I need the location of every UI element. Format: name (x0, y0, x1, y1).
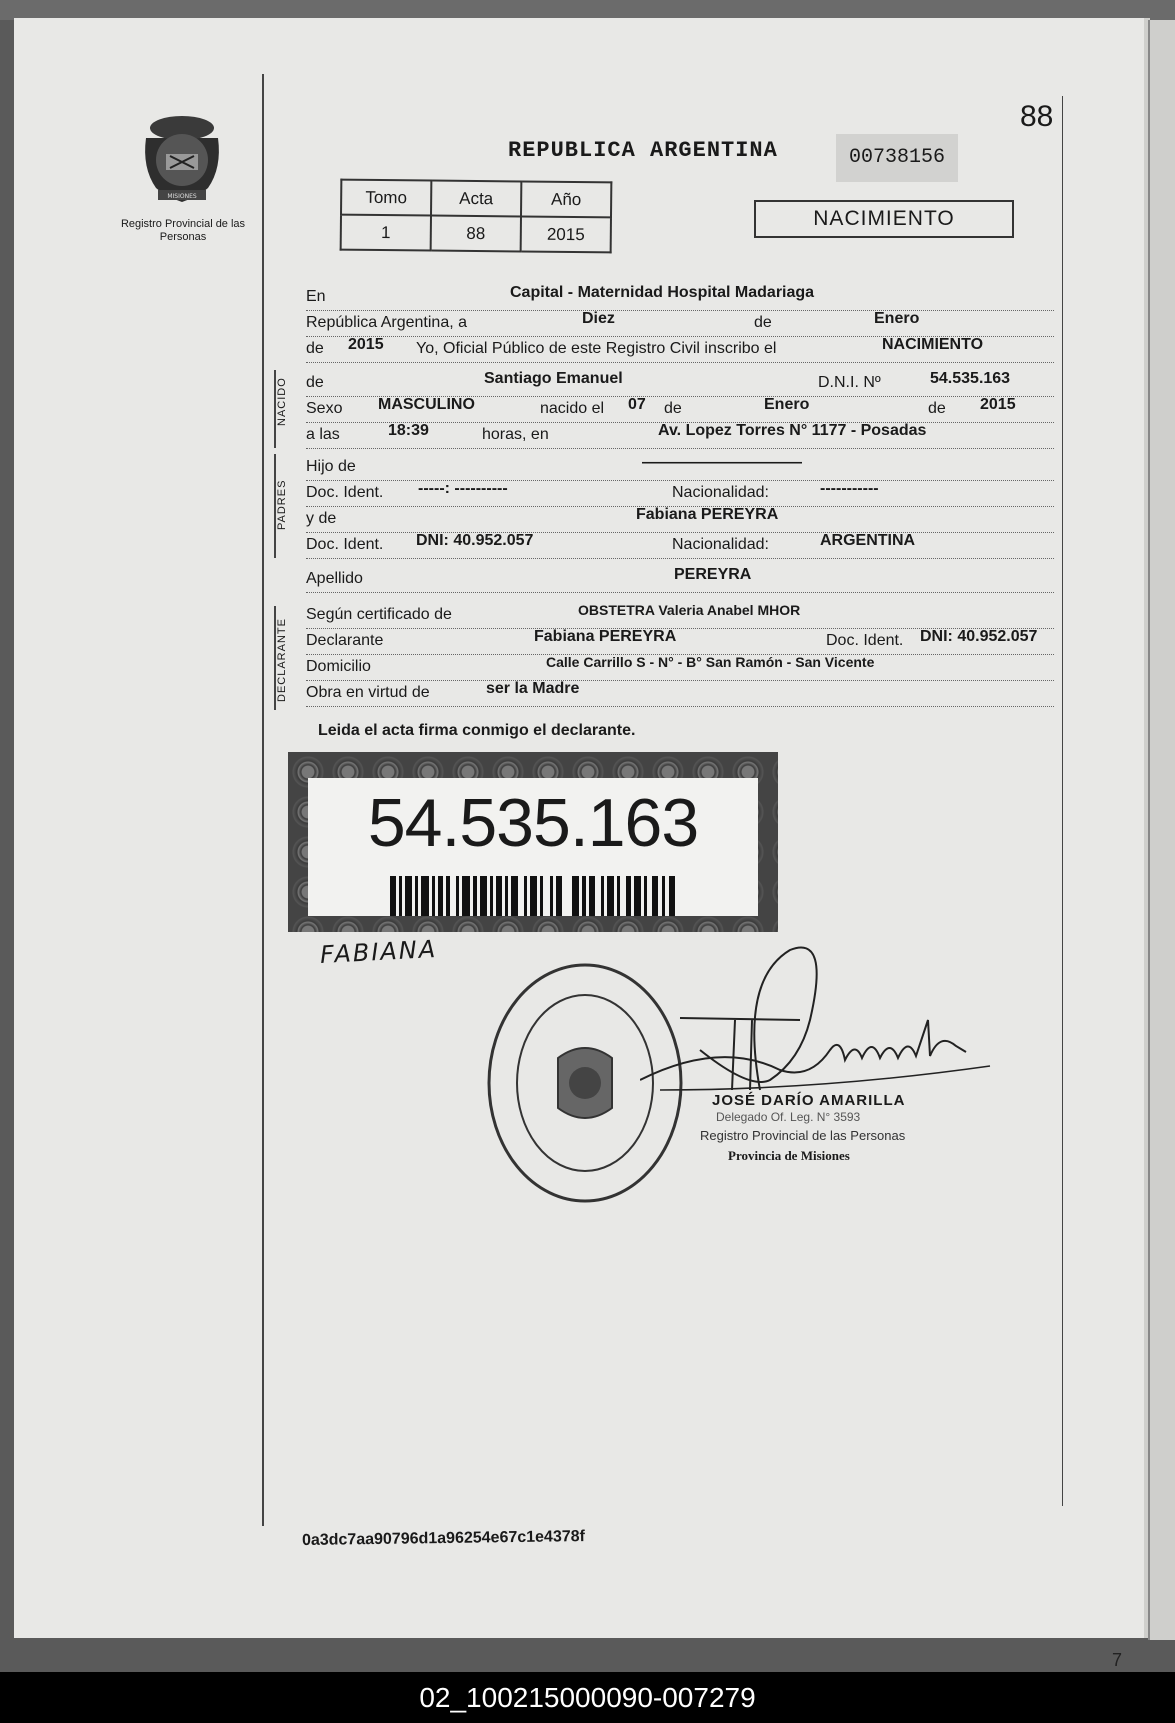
domicilio-value: Calle Carrillo S - N° - B° San Ramón - San Vicente (546, 654, 875, 670)
cert-value: OBSTETRA Valeria Anabel MHOR (578, 602, 801, 618)
provincial-seal-icon (136, 108, 228, 208)
row-name (306, 372, 1054, 397)
apellido-label: Apellido (306, 570, 363, 587)
year-label: de (306, 340, 324, 357)
father-value: —————————— (642, 454, 802, 471)
serial-number: 00738156 (836, 134, 958, 182)
mother-value: Fabiana PEREYRA (636, 506, 779, 523)
mother-doc-value: DNI: 40.952.057 (416, 532, 534, 549)
barcode-number: 54.535.163 (367, 785, 699, 861)
en-label: En (306, 288, 326, 305)
dni-label: D.N.I. Nº (818, 374, 881, 391)
year-value: 2015 (348, 336, 384, 353)
country-title: REPUBLICA ARGENTINA (508, 138, 778, 163)
row-mother-doc (306, 534, 1054, 559)
scan-id-bar: 02_100215000090-007279 (0, 1672, 1175, 1723)
republica-label: República Argentina, a (306, 314, 467, 331)
birth-month-value: Enero (764, 396, 810, 413)
mother-nac-label: Nacionalidad: (672, 536, 769, 553)
domicilio-label: Domicilio (306, 658, 371, 675)
child-name-value: Santiago Emanuel (484, 370, 623, 387)
father-nac-value: ----------- (820, 480, 879, 497)
tomo-header: Tomo (341, 180, 431, 216)
day-value: Diez (582, 310, 615, 327)
anio-value: 2015 (521, 216, 611, 252)
document-hash: 0a3dc7aa90796d1a96254e67c1e4378f (301, 1528, 586, 1549)
sexo-label: Sexo (306, 400, 343, 417)
obra-label: Obra en virtud de (306, 684, 430, 701)
signer-office: Registro Provincial de las Personas (700, 1128, 906, 1143)
obra-value: ser la Madre (486, 680, 580, 697)
scan-border-top (0, 0, 1175, 20)
father-doc-value: -----: ---------- (418, 480, 508, 497)
nacido-section-label: NACIDO (276, 377, 288, 426)
address-value: Av. Lopez Torres N° 1177 - Posadas (658, 422, 927, 439)
row-obra (306, 682, 1054, 707)
horas-label: horas, en (482, 426, 549, 443)
declarante-label: Declarante (306, 632, 384, 649)
father-nac-label: Nacionalidad: (672, 484, 769, 501)
anio-header: Año (521, 181, 611, 217)
acta-value: 88 (431, 216, 521, 252)
row-father (306, 456, 1054, 481)
declarante-section-label: DECLARANTE (276, 618, 288, 702)
row-date (306, 312, 1054, 337)
birth-year-value: 2015 (980, 396, 1016, 413)
acta-header: Acta (431, 181, 521, 217)
row-mother (306, 508, 1054, 533)
row-certificate (306, 604, 1054, 629)
row-time (306, 424, 1054, 449)
birth-day-value: 07 (628, 396, 646, 413)
inscribed-value: NACIMIENTO (882, 336, 984, 353)
signer-title: Delegado Of. Leg. N° 3593 (716, 1110, 861, 1124)
tomo-value: 1 (341, 215, 431, 251)
yde-label: y de (306, 510, 337, 527)
record-type-box: NACIMIENTO (754, 200, 1014, 238)
corner-mark: 7 (1112, 1650, 1123, 1670)
signer-province: Provincia de Misiones (728, 1148, 850, 1163)
month-value: Enero (874, 310, 920, 327)
declarante-value: Fabiana PEREYRA (534, 628, 677, 645)
de-name-label: de (306, 374, 324, 391)
decl-doc-label: Doc. Ident. (826, 632, 904, 649)
row-place (306, 286, 1054, 311)
dni-barcode-sticker (288, 752, 778, 932)
nacido-el-label: nacido el (540, 400, 605, 417)
mother-nac-value: ARGENTINA (820, 532, 916, 549)
row-declarant (306, 630, 1054, 655)
apellido-value: PEREYRA (674, 566, 752, 583)
closing-statement: Leida el acta firma conmigo el declarante. (318, 722, 636, 739)
row-year (306, 338, 1054, 363)
left-margin-rule (262, 74, 264, 1526)
child-dni-value: 54.535.163 (930, 370, 1011, 387)
barcode-icon (390, 876, 680, 916)
de-label: de (754, 314, 772, 331)
birth-de2-label: de (928, 400, 946, 417)
mother-doc-label: Doc. Ident. (306, 536, 384, 553)
handwritten-name: FABIANA (319, 934, 438, 970)
barcode-label (308, 778, 758, 916)
page-number: 88 (1020, 100, 1054, 133)
alas-label: a las (306, 426, 340, 443)
row-apellido (306, 568, 1054, 593)
cert-label: Según certificado de (306, 606, 452, 623)
hijo-label: Hijo de (306, 458, 356, 475)
registry-caption: Registro Provincial de las Personas (120, 218, 246, 243)
scan-border-right (1148, 20, 1175, 1640)
father-doc-label: Doc. Ident. (306, 484, 384, 501)
svg-text:MISIONES: MISIONES (167, 193, 197, 200)
tomo-acta-table (340, 179, 613, 254)
padres-section-label: PADRES (276, 479, 288, 530)
row-father-doc (306, 482, 1054, 507)
birth-de-label: de (664, 400, 682, 417)
place-value: Capital - Maternidad Hospital Madariaga (510, 284, 815, 301)
oficial-text: Yo, Oficial Público de este Registro Civil inscribo el (416, 340, 777, 357)
decl-doc-value: DNI: 40.952.057 (920, 628, 1038, 645)
row-domicile (306, 656, 1054, 681)
time-value: 18:39 (388, 422, 429, 439)
right-margin-rule (1062, 96, 1063, 1506)
row-sex (306, 398, 1054, 423)
sexo-value: MASCULINO (378, 396, 475, 413)
signer-name: JOSÉ DARÍO AMARILLA (712, 1092, 906, 1109)
